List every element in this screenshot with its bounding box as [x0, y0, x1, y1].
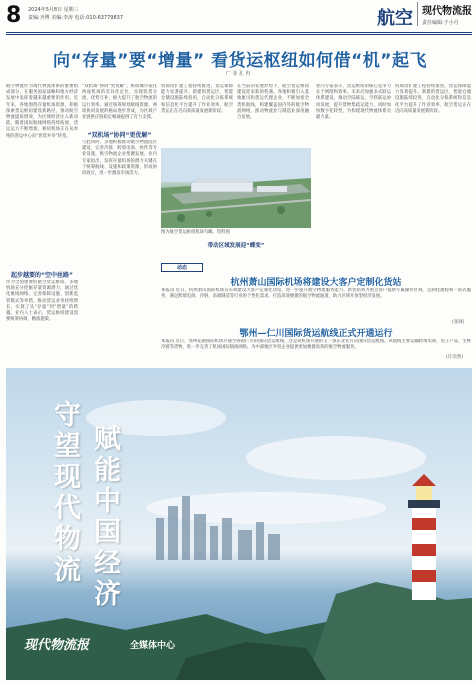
- news-1-body: 本报讯 近日，杭州萧山国际机场宣布将建设大客户定制化货站，进一步提升航空物流服务能力。新货站将为重点客户提供专属操作区域、定制化流程和一站式服务，满足跨境电商、冷链、高端制造等行业的个性化需求，打造高效便捷的航空物流通道，助力区域开放型经济发展。: [161, 288, 471, 300]
- header-rule: [6, 32, 472, 33]
- header-rule-thin: [6, 34, 472, 35]
- photo-caption: 图为航空货运枢纽机场鸟瞰。资料图: [161, 230, 230, 235]
- column-2-top: “双机场”协同“更优解”。枢纽城市依托两座机场的差异化定位，实现客货分流、优势互补，极大提升了航空物流的运行效率。通过统筹规划航线资源，两场协同发展的格局逐步形成，为区域产业链供应链稳定畅通提供了有力支撑。: [82, 84, 157, 121]
- lighthouse-icon: [408, 474, 440, 600]
- masthead: [417, 2, 472, 26]
- column-5-top: 业内专家表示，货运枢纽的核心竞争力在于网络和效率。未来应加强多式联运体系建设，推动空陆联运、空铁联运协同发展，提升货物集疏运能力，同时加快数字化转型，为构建现代物流体系贡献力量。: [316, 84, 391, 121]
- photo-title: 带动区域发展迎“蝶变”: [207, 243, 265, 249]
- column-3-top: 机场改扩建工程持续推进，货运保障能力显著提升。新建的货运区、智能仓储设施陆续投用，自动化分拣系统和信息化平台提升了作业效率，航空货运正在迈向高质量发展新阶段。: [161, 84, 233, 114]
- page-header: [0, 0, 476, 34]
- news-2-title: 鄂州—仁川国际货运航线正式开通运行: [239, 329, 393, 339]
- airport-illustration: [161, 148, 311, 228]
- page-number: 8: [6, 3, 22, 28]
- header-right: [377, 2, 472, 28]
- news-1-title: 杭州萧山国际机场将建设大客户定制化货站: [230, 278, 402, 288]
- masthead-editor: 责任编辑:于小月: [422, 20, 459, 26]
- date-line: 2024年5月8日 星期三: [28, 7, 79, 13]
- column-4-top: 在当前的发展形势下，航空货运枢纽建设迎来新的机遇。各地积极引入基地航司和货运代理企业，不断加密全货机航线，构建覆盖国内外的航空物流网络，推动物流业与制造业深度融合发展。: [237, 84, 309, 121]
- ad-slogan-1: 守望现代物流: [54, 400, 81, 586]
- editor-line: 责编:齐博 美编:李涛 电话:010-63779837: [28, 15, 124, 21]
- column-1-top: 航空物流作为现代物流体系的重要组成部分，在服务国家战略和地方经济发展中发挥着越来越重要的作用。近年来，各地围绕存量机场资源，积极探索货运枢纽建设新路径，推动航空物流提质增效，为区域经济注入新动能。随着国际航线网络持续拓展、货运运力不断增加，枢纽机场正在从单纯的客运中心向“客货并举”转变。: [6, 84, 78, 139]
- column-6-top: 机场改扩建工程持续推进，货运保障能力显著提升。新建的货运区、智能仓储设施陆续投用，自动化分拣系统和信息化平台提升了作业效率，航空货运正在迈向高质量发展新阶段。: [395, 84, 471, 114]
- news-2-tag: (许浩然): [446, 355, 464, 360]
- byline: 广 菲 孔 冉: [225, 71, 251, 77]
- column-1-bottom: 作为全国重要的航空货运枢纽，多地机场充分挖掘存量资源潜力，通过优化航线网络、完善保障设施、创新监管模式等举措，推动货运业务持续增长，实现了从“存量”到“增量”的跨越。业内人士表示，货运枢纽建设需要统筹协调、精准施策。: [6, 280, 78, 323]
- subhead-1: “双机场”协同“更优解”: [87, 132, 152, 139]
- section-name: 航空: [377, 8, 413, 29]
- news-1-tag: (张葳): [452, 320, 465, 325]
- ad-logo: 现代物流报: [24, 638, 90, 653]
- advertisement: [6, 368, 472, 680]
- ad-subtitle: 全媒体中心: [130, 641, 176, 651]
- header-meta: [28, 6, 123, 22]
- airport-photo: [161, 148, 311, 228]
- ad-slogan-2: 赋能中国经济: [94, 424, 121, 610]
- news-2-body: 本报讯 近日，鄂州花湖国际机场开通至韩国仁川的国际货运航线，这是该机场开通的又一条东北亚方向国际货运航线。该航线主要运输跨境电商、电子产品、生鲜冷链等货物，进一步完善了机场国际航线网络，为中部地区外贸企业提供更加便捷高效的航空物流服务。: [161, 339, 471, 351]
- subhead-2: 起步越要的“空中丝路”: [11, 272, 73, 279]
- news-section-label: 动态: [161, 263, 203, 272]
- column-2-bottom: 与此同时，多地积极推动航空物流园区建设，完善冷链、跨境电商、快件等专业设施，吸引物流企业集聚发展。业内专家指出，发挥存量机场的潜力关键在于统筹航线、设施和政策资源，形成协同效应，进一步激发市场活力。: [82, 140, 157, 177]
- headline: 向“存量”要“增量” 看货运枢纽如何借“机”起飞: [53, 51, 427, 71]
- masthead-name: 现代物流报: [422, 6, 472, 17]
